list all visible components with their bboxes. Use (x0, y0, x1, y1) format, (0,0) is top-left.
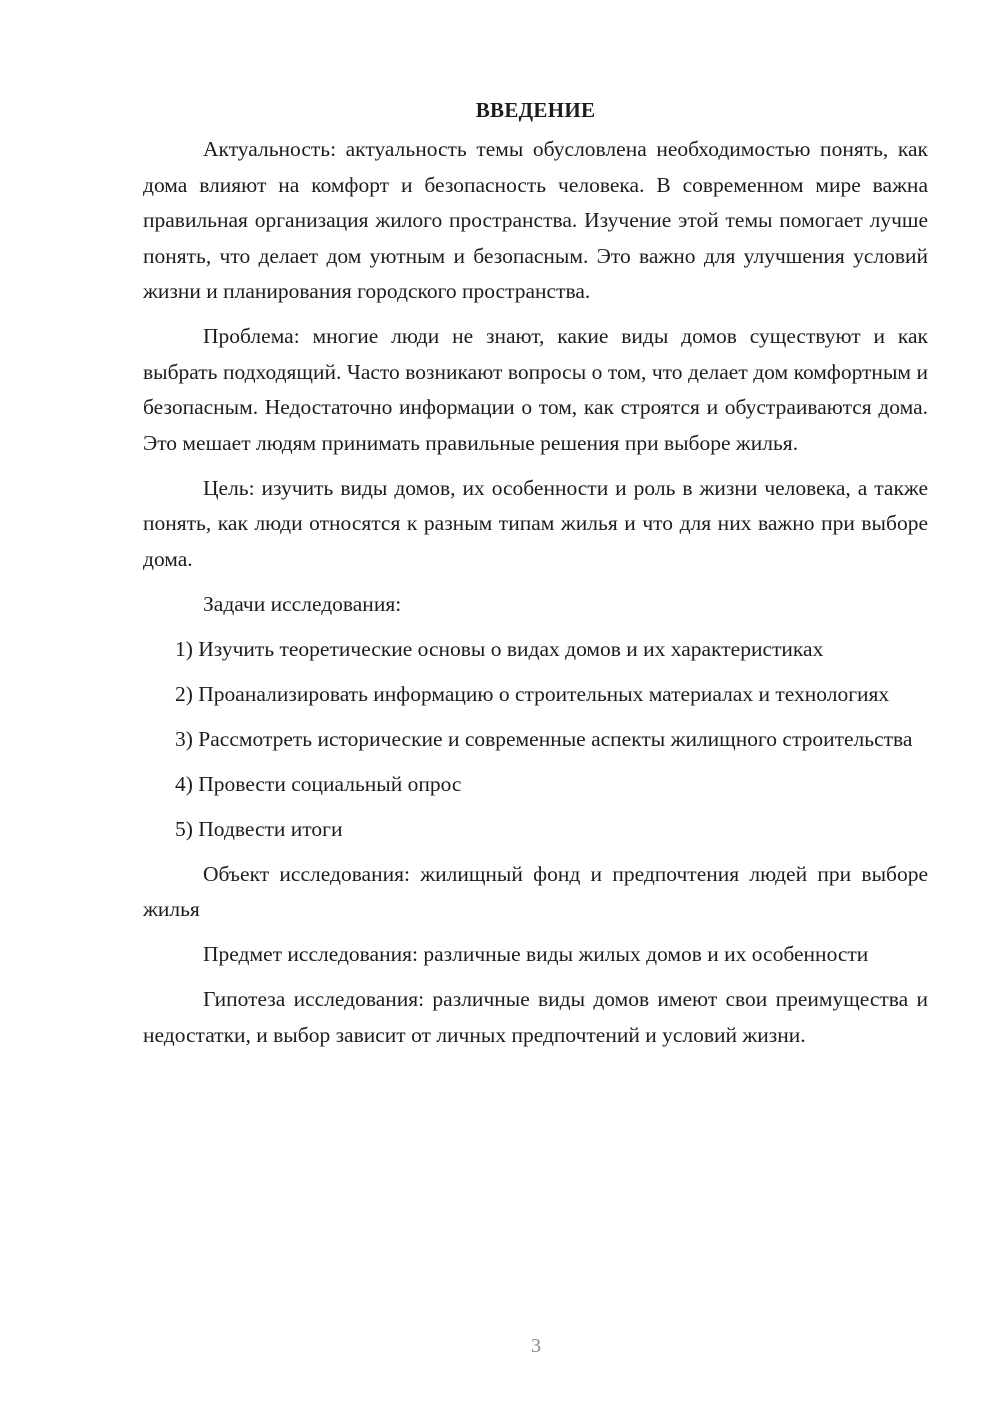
document-page (143, 92, 928, 1063)
task-item: 2) Проанализировать информацию о строительных материалах и технологиях (175, 681, 890, 706)
subject-paragraph: Предмет исследования: различные виды жилых домов и их особенности (203, 942, 869, 966)
task-item: 3) Рассмотреть исторические и современные аспекты жилищного строительства (175, 726, 913, 751)
page-title: ВВЕДЕНИЕ (475, 98, 596, 122)
problem-paragraph: Проблема: многие люди не знают, какие виды домов существуют и как выбрать подходящий. Часто возникают вопросы о том, что делает дом комфортным и безопасным. Недостаточно информации о том, как строятся и обустраиваются дома. Это мешает людям принимать правильные решения при выборе жилья. (143, 324, 928, 455)
object-paragraph: Объект исследования: жилищный фонд и предпочтения людей при выборе жилья (143, 861, 928, 921)
relevance-paragraph: Актуальность: актуальность темы обусловлена необходимостью понять, как дома влияют на комфорт и безопасность человека. В современном мире важна правильная организация жилого пространства. Изучение этой темы помогает лучше понять, что делает дом уютным и безопасным. Это важно для улучшения условий жизни и планирования городского пространства. (143, 137, 928, 303)
task-item: 4) Провести социальный опрос (175, 771, 462, 796)
hypothesis-paragraph: Гипотеза исследования: различные виды домов имеют свои преимущества и недостатки, и выбор зависит от личных предпочтений и условий жизни. (143, 987, 928, 1047)
task-item: 1) Изучить теоретические основы о видах домов и их характеристиках (175, 636, 824, 661)
task-item: 5) Подвести итоги (175, 816, 343, 841)
tasks-heading: Задачи исследования: (203, 591, 402, 616)
goal-paragraph: Цель: изучить виды домов, их особенности и роль в жизни человека, а также понять, как люди относятся к разным типам жилья и что для них важно при выборе дома. (143, 475, 928, 571)
tasks-list (143, 632, 928, 848)
page-number: 3 (531, 1335, 541, 1357)
